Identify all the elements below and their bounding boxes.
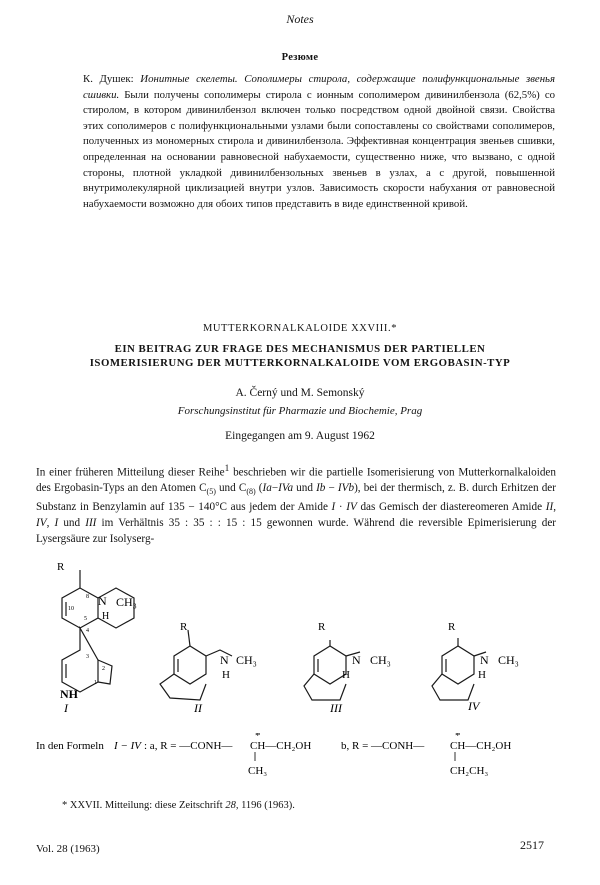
ring-number: 3 [86,654,89,660]
article-title-line-1: EIN BEITRAG ZUR FRAGE DES MECHANISMUS DER PARTIELLEN [114,343,486,355]
formula-a-substituent: CH₃ [248,765,268,777]
para-text: ( [255,482,263,495]
formula-a-label: : a, R = —CONH— [144,740,233,752]
subscript: (5) [206,487,216,497]
structure-label-IV: IV [468,699,480,713]
formula-legend [36,733,566,781]
resume-heading: Резюме [281,52,319,63]
body-paragraph [36,462,556,547]
substituent-R: R [180,621,188,633]
formula-lead: In den Formeln [36,740,104,752]
atom-H: H [478,669,486,681]
para-text: und [293,482,317,495]
formula-range: I − IV [114,740,141,752]
para-text: , [553,501,556,514]
running-header: Notes [286,12,314,26]
resume-paper-title: Ионитные скелеты. Сополимеры стирола, содержащие полифункциональные звенья сшивки. [83,73,555,101]
atom-N: N [352,653,361,667]
resume-authors: К. Душек: [83,73,134,85]
article-institute: Forschungsinstitut für Pharmazie und Biochemie, Prag [177,405,423,417]
para-text: , [46,517,55,530]
substituent-R: R [318,621,326,633]
compound-ref: IVb [337,482,355,495]
methyl-group: CH₃ [370,653,391,667]
article-authors: A. Černý und M. Semonský [235,387,365,399]
atom-N: N [480,653,489,667]
compound-ref: Ia [262,482,272,495]
para-text: · [335,501,347,514]
chiral-star: * [455,733,461,742]
ring-number: 1 [94,680,97,686]
footnote-text: * XXVII. Mitteilung: diese Zeitschrift [62,800,226,811]
atom-H: H [222,669,230,681]
structure-label-III: III [330,701,342,715]
atom-N: N [98,594,107,608]
formula-b-substituent: CH₂CH₃ [450,765,489,777]
structure-label-II: II [194,701,202,715]
compound-ref: Ib [316,482,326,495]
atom-H: H [102,611,110,622]
article-title-line-2: ISOMERISIERUNG DER MUTTERKORNALKALOIDE VOM ERGOBASIN-TYP [89,357,511,369]
structure-label-I: I [64,701,68,715]
footnote-volume: 28, [225,800,239,811]
structure-I [62,570,134,692]
reference-mark: 1 [224,464,230,474]
para-text: im Verhältnis 35 : 35 : : 15 : 15 gewonnen wurde. Während die reversible Epimerisierung der Lysergsäure zur Isolyserg- [36,517,557,545]
chiral-star: * [255,733,261,742]
para-text: In einer früheren Mitteilung dieser Reihe [36,466,225,479]
compound-ref: IV [36,517,47,530]
para-text: beschrieben wir die partielle Isomerisierung von Mutterkornalkaloiden des Ergobasin-Typs an den Atomen C [36,466,556,495]
article-series: MUTTERKORNALKALOIDE XXVIII.* [202,323,398,334]
ring-number: 10 [68,606,74,612]
methyl-group: CH₃ [236,653,257,667]
formula-b-chain: CH—CH₂OH [450,740,512,752]
methyl-group: CH₃ [116,595,137,609]
indole-NH: NH [60,687,78,701]
substituent-R: R [448,621,456,633]
ring-number: 5 [84,616,87,622]
para-text: das Gemisch der diastereomeren Amide [356,501,546,514]
subscript: (8) [246,487,256,497]
resume-text: Были получены сополимеры стирола с ионным сополимером дивинилбензола (62,5%) со стиролом, в котором дивинилбензол включен только посредством одной двойной связи. Свойства этих сополимеров с полифункциональными узлами были сопоставлены со свойствами сополимеров, полученных из мономерных стирола и дивинилбензола. Эффективная концентрация звеньев сшивки, определенная на основании равновесной набухаемости, существенно ниже, что вызвано, с одной стороны, плотной укладкой дивинилбензольных звеньев в узлах, а с другой, повышенной внутримолекулярной циклизацией внутри узлов. Зависимость скорости набухания от равновесной набухаемости возможно для обоих типов представить в виде единственной кривой. [83,88,556,210]
atom-H: H [342,669,350,681]
compound-ref: II [545,501,554,514]
ring-number: 8 [86,594,89,600]
para-text: − [325,482,338,495]
compound-ref: IV [346,501,357,514]
footnote [62,800,295,811]
compound-ref: I [331,501,336,514]
received-date: Eingegangen am 9. August 1962 [225,430,375,442]
compound-ref: I [54,517,59,530]
formula-b-label: b, R = —CONH— [341,740,425,752]
substituent-R: R [57,561,65,573]
chemical-structures-figure [40,560,560,730]
page-number: 2517 [520,838,544,852]
compound-ref: IVa [278,482,294,495]
para-text: − [271,482,279,495]
para-text: und [58,517,86,530]
ring-number: 2 [102,666,105,672]
article-title [60,342,540,370]
compound-ref: III [85,517,97,530]
journal-volume: Vol. 28 (1963) [36,843,100,855]
para-text: ), bei der thermisch, z. B. durch Erhitzen der Substanz in Benzylamin auf 135 − 140°C aus jedem der Amide [36,482,557,514]
para-text: und C [215,482,247,495]
structure-III [304,640,360,700]
methyl-group: CH₃ [498,653,519,667]
footnote-text: 1196 (1963). [238,800,295,811]
atom-N: N [220,653,229,667]
ring-number: 4 [86,628,89,634]
resume-paragraph [83,72,555,212]
formula-a-chain: CH—CH₂OH [250,740,312,752]
